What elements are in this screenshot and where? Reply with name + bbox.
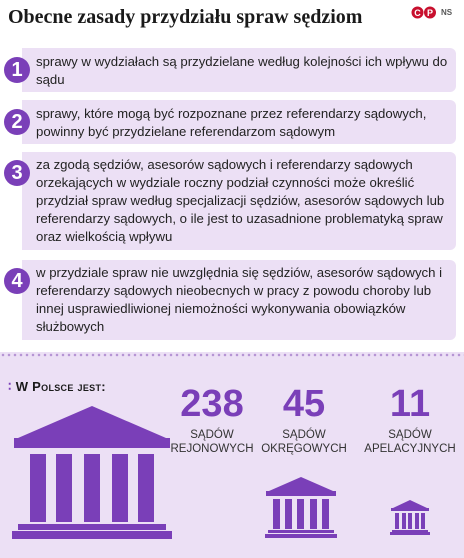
dotted-divider bbox=[0, 352, 464, 358]
court-building-icon-large bbox=[12, 404, 172, 540]
stat-value-apelacyjne: 11 bbox=[389, 383, 431, 425]
stat-value-okregowe: 45 bbox=[282, 383, 326, 425]
rule-text: za zgodą sędziów, asesorów sądowych i referendarzy sądowych orzekających w wydziale roczny podział czynności może określić przydział spraw według specjalizacji sędziów, asesorów sądowych lub referendarzy sądowych, o ile jest to uzasadnione problematyką spraw oraz wielkością wpływu bbox=[36, 157, 445, 244]
stats-lead-text: W Polsce jest: bbox=[15, 379, 106, 394]
svg-text:P: P bbox=[426, 7, 434, 18]
stat-value-rejonowe: 238 bbox=[180, 383, 244, 425]
brand-text: NS bbox=[441, 8, 453, 17]
court-building-icon-medium bbox=[265, 476, 337, 538]
stat-label-line2: APELACYJNYCH bbox=[364, 443, 456, 455]
rule-number-badge: 4 bbox=[4, 268, 30, 294]
page-title: Obecne zasady przydziału spraw sędziom bbox=[8, 6, 363, 28]
rule-text: w przydziale spraw nie uwzględnia się sędziów, asesorów sądowych i referendarzy sądowych nieobecnych w pracy z powodu choroby lub innej usprawiedliwionej niemożności wykonywania obowiązków służbowych bbox=[36, 265, 443, 334]
stat-label-okregowe bbox=[259, 428, 349, 456]
stat-label-line1: SĄDÓW bbox=[190, 429, 234, 441]
rule-number-badge: 1 bbox=[4, 57, 30, 83]
stat-label-line2: REJONOWYCH bbox=[170, 443, 254, 455]
brand-logo bbox=[411, 6, 452, 19]
stat-label-line2: OKRĘGOWYCH bbox=[261, 443, 347, 455]
svg-text:C: C bbox=[414, 7, 421, 18]
cp-logo-icon bbox=[411, 6, 437, 19]
rule-number-badge: 3 bbox=[4, 160, 30, 186]
stat-label-line1: SĄDÓW bbox=[388, 429, 432, 441]
stat-label-line1: SĄDÓW bbox=[282, 429, 326, 441]
court-building-icon-small bbox=[390, 499, 430, 535]
rule-number-badge: 2 bbox=[4, 109, 30, 135]
stats-panel bbox=[0, 352, 464, 558]
colon-bullet-icon: ∶ bbox=[8, 379, 12, 394]
stat-label-rejonowe bbox=[162, 428, 262, 456]
stat-label-apelacyjne bbox=[364, 428, 456, 456]
rule-text: sprawy w wydziałach są przydzielane według kolejności ich wpływu do sądu bbox=[36, 54, 448, 87]
rule-text: sprawy, które mogą być rozpoznane przez referendarzy sądowych, powinny być przydzielane referendarzom sądowym bbox=[36, 106, 427, 139]
stats-lead bbox=[8, 379, 106, 395]
